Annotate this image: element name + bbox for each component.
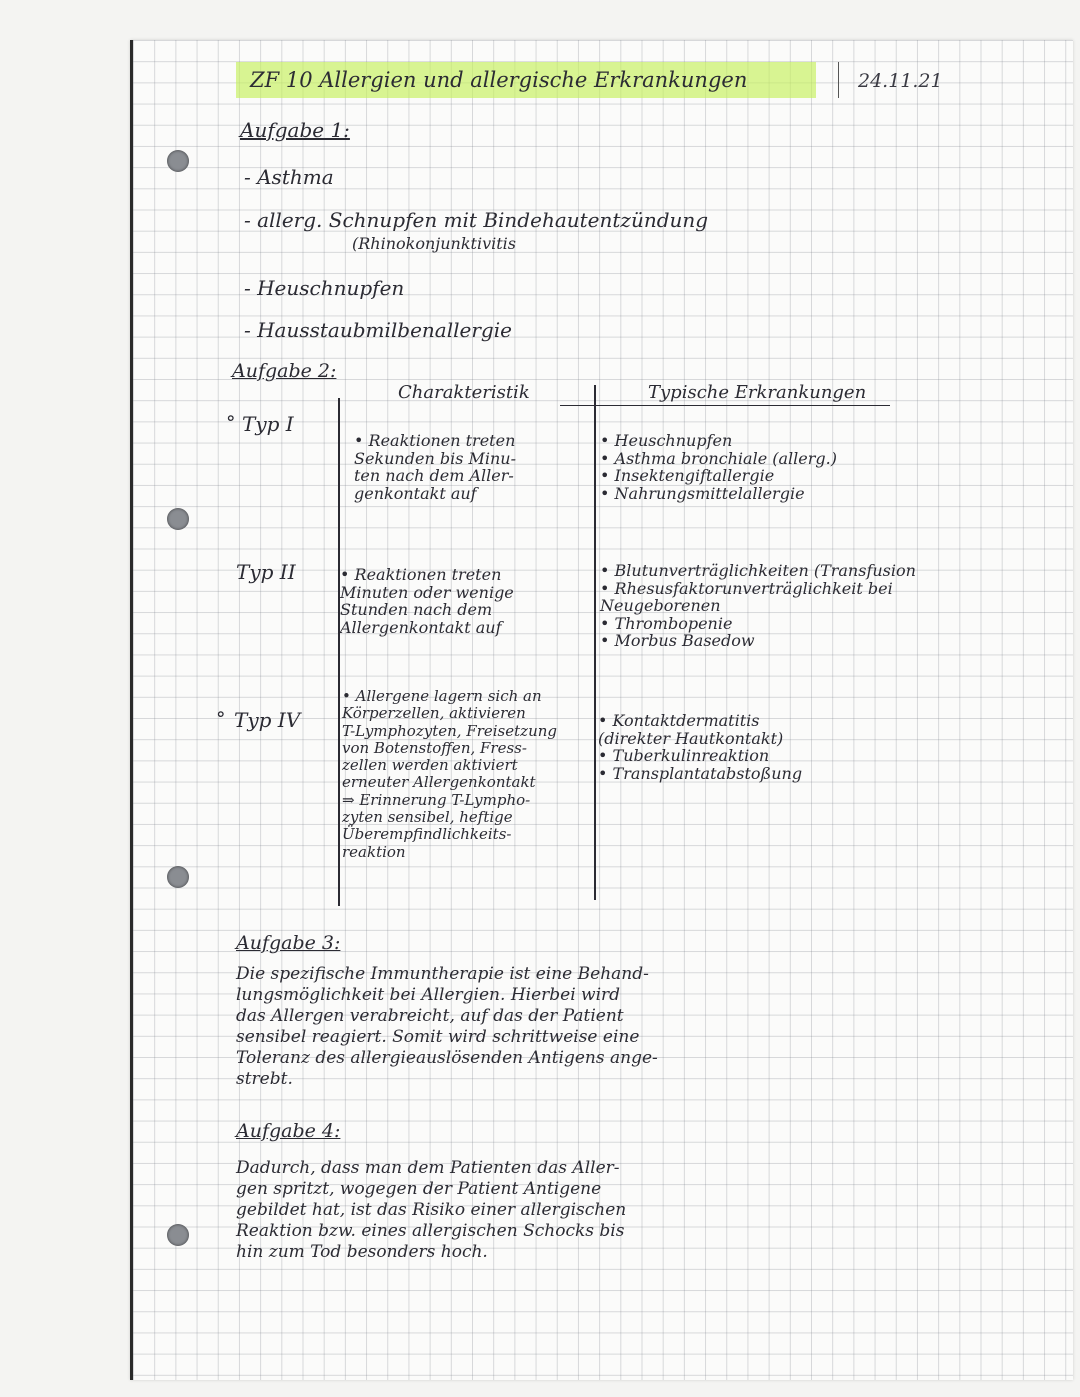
page-date: 24.11.21 (858, 70, 943, 92)
cell-text: • Reaktionen treten Sekunden bis Minu- ten nach dem Aller- genkontakt auf (354, 431, 517, 503)
row-label-typ-1: Typ I (242, 412, 294, 436)
aufgabe-4-text (236, 1158, 626, 1263)
row-char-typ-2 (340, 566, 514, 636)
row-erk-typ-4 (598, 712, 802, 782)
cell-text: • Heuschnupfen • Asthma bronchiale (allerg.) • Insektengiftallergie • Nahrungsmittelallergie (600, 431, 837, 503)
row-label-typ-4: Typ IV (234, 708, 301, 732)
cell-text: • Allergene lagern sich an Körperzellen, aktivieren T-Lymphozyten, Freisetzung von Botenstoffen, Fress- zellen werden aktiviert erneuter Allergenkontakt ⇒ Erinnerung T-Lympho- zyten sensibel, heftige Überempfindlichkeits- reaktion (342, 687, 557, 861)
aufgabe-3-text (236, 964, 658, 1090)
type-bullet: ° (216, 708, 226, 730)
punch-hole (167, 1224, 189, 1246)
type-bullet: ° (226, 412, 236, 434)
row-label-typ-2: Typ II (236, 560, 296, 584)
list-item: - Hausstaubmilbenallergie (244, 318, 512, 342)
paragraph-text: Dadurch, dass man dem Patienten das Aller- gen spritzt, wogegen der Patient Antigene gebildet hat, ist das Risiko einer allergischen Reaktion bzw. eines allergischen Schocks bis hin zum Tod besonders hoch. (236, 1158, 627, 1262)
page-title: ZF 10 Allergien und allergische Erkrankungen (250, 68, 748, 92)
punch-hole (167, 150, 189, 172)
row-char-typ-4 (342, 688, 557, 861)
date-divider (838, 62, 839, 98)
row-erk-typ-1 (600, 432, 837, 502)
table-divider-left (338, 398, 340, 906)
table-divider-right (594, 385, 596, 900)
aufgabe-1-heading: Aufgabe 1: (240, 118, 350, 142)
aufgabe-3-heading: Aufgabe 3: (236, 932, 341, 954)
punch-hole (167, 508, 189, 530)
column-header-erkrankungen: Typische Erkrankungen (648, 382, 867, 403)
column-header-charakteristik: Charakteristik (398, 382, 530, 403)
list-item: - allerg. Schnupfen mit Bindehautentzündung (244, 208, 709, 232)
list-item: - Asthma (244, 165, 334, 189)
list-item-note: (Rhinokonjunktivitis (352, 234, 517, 253)
list-item: - Heuschnupfen (244, 276, 405, 300)
header-underline (560, 405, 890, 406)
row-char-typ-1 (354, 432, 516, 502)
aufgabe-2-heading: Aufgabe 2: (232, 360, 337, 382)
paragraph-text: Die spezifische Immuntherapie ist eine Behand- lungsmöglichkeit bei Allergien. Hierbei wird das Allergen verabreicht, auf das der Patient sensibel reagiert. Somit wird schrittweise eine Toleranz des allergieauslösenden Antigens ange- strebt. (236, 964, 658, 1089)
row-erk-typ-2 (600, 562, 916, 650)
cell-text: • Kontaktdermatitis (direkter Hautkontakt) • Tuberkulinreaktion • Transplantatabstoßung (598, 711, 803, 783)
cell-text: • Blutunverträglichkeiten (Transfusion • Rhesusfaktorunverträglichkeit bei Neugeborenen • Thrombopenie • Morbus Basedow (600, 561, 916, 650)
cell-text: • Reaktionen treten Minuten oder wenige Stunden nach dem Allergenkontakt auf (340, 565, 514, 637)
aufgabe-4-heading: Aufgabe 4: (236, 1120, 341, 1142)
punch-hole (167, 866, 189, 888)
